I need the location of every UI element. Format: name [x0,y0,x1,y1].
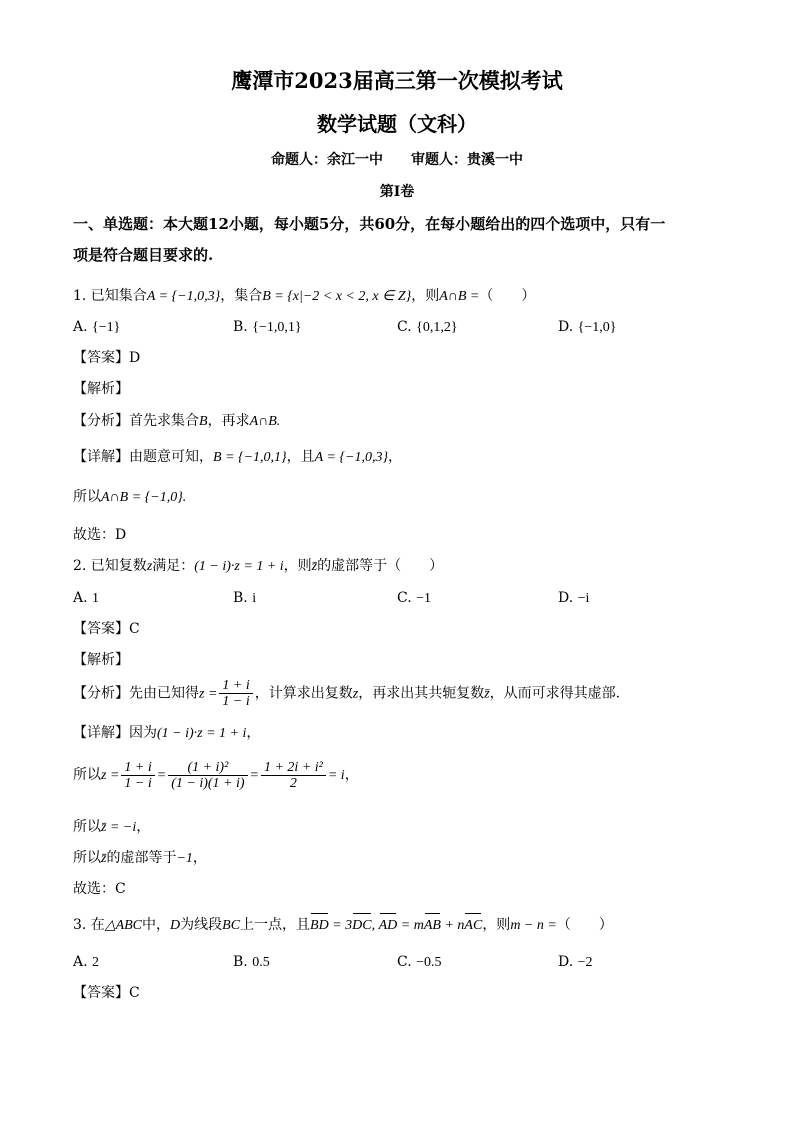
q2-guxuan: 故选：C [73,881,126,897]
q2-zbar: 所以z̄ = −i， [73,819,151,835]
q1-option-d: D. {−1,0} [558,319,617,335]
authors: 命题人：余江一中 审题人：贵溪一中 [271,152,523,168]
q2-derivation: 所以z = $\frac{1 + i}{1 - i}$ = $\frac{\text{(1 + i)²}}{(1 - i)(1 + i)}$ = $\frac{\text{1 + 2i + i²}}{2}$ = i， [73,759,359,791]
set-b: B = {x|−2 < x < 2, x ∈ Z} [262,289,412,304]
volume-label: 第Ⅰ卷 [379,184,415,200]
q1-xiangjie: 【详解】由题意可知，B = {−1,0,1}，且A = {−1,0,3}， [73,449,403,465]
exam-title: 鹰潭市2023届高三第一次模拟考试 [231,68,563,93]
q3-option-c: C. −0.5 [397,954,442,970]
q1-guxuan: 故选：D [73,527,127,543]
q2-option-a: A. 1 [73,590,100,606]
set-a: A = {−1,0,3} [146,289,221,304]
q1-answer: 【答案】D [73,350,141,366]
q1-fenxi: 【分析】首先求集合B，再求A∩B. [73,413,281,429]
vector-ac: AC [464,918,483,933]
q2-jiexi: 【解析】 [73,652,129,668]
q2-answer: 【答案】C [73,621,140,637]
q2-xubu: 所以z̄的虚部等于−1， [73,850,207,866]
q1-option-c: C. {0,1,2} [397,319,458,335]
q3-option-d: D. −2 [558,954,593,970]
q1-stem: 1. 已知集合A = {−1,0,3}，集合B = {x|−2 < x < 2, x ∈ Z}，则A∩B =（ ） [73,288,536,304]
q1-result: 所以A∩B = {−1,0}. [73,489,187,505]
vector-bd: BD [310,918,329,933]
q1-expr: A∩B = [439,289,480,304]
vector-ad: AD [378,918,398,933]
section-heading-line2: 项是符合题目要求的. [73,246,214,264]
vector-dc: DC [352,918,372,933]
q3-answer: 【答案】C [73,985,140,1001]
q2-fenxi: 【分析】先由已知得z = $\frac{1 + i}{1 - i}$ ，计算求出复数z，再求出其共轭复数z̄，从而可求得其虚部. [73,678,621,709]
q2-option-d: D. −i [558,590,590,606]
fraction: $\frac{1 + i}{1 - i}$ [219,678,252,709]
q2-stem: 2. 已知复数z满足：(1 − i)·z = 1 + i，则z̄的虚部等于（ ） [73,558,444,574]
q2-xiangjie: 【详解】因为(1 − i)·z = 1 + i， [73,725,261,741]
section-heading-line1: 一、单选题：本大题12小题，每小题5分，共60分，在每小题给出的四个选项中，只有一 [73,215,666,233]
fraction-c: $\frac{\text{1 + 2i + i²}}{2}$ [261,760,326,791]
exam-subtitle: 数学试题（文科） [317,112,477,136]
q1-jiexi: 【解析】 [73,381,129,397]
q1-option-b: B. {−1,0,1} [233,319,302,335]
q3-option-a: A. 2 [73,954,100,970]
fraction-a: $\frac{1 + i}{1 - i}$ [121,760,154,791]
fraction-b: $\frac{\text{(1 + i)²}}{(1 - i)(1 + i)}$ [168,760,247,791]
q2-option-b: B. i [233,590,257,606]
q2-option-c: C. −1 [397,590,432,606]
q3-option-b: B. 0.5 [233,954,270,970]
q3-stem: 3. 在△ABC中，D为线段BC上一点，且BD = 3DC, AD = mAB + nAC，则m − n =（ ） [73,917,613,933]
vector-ab: AB [423,918,441,933]
q1-option-a: A. {−1} [73,319,121,335]
